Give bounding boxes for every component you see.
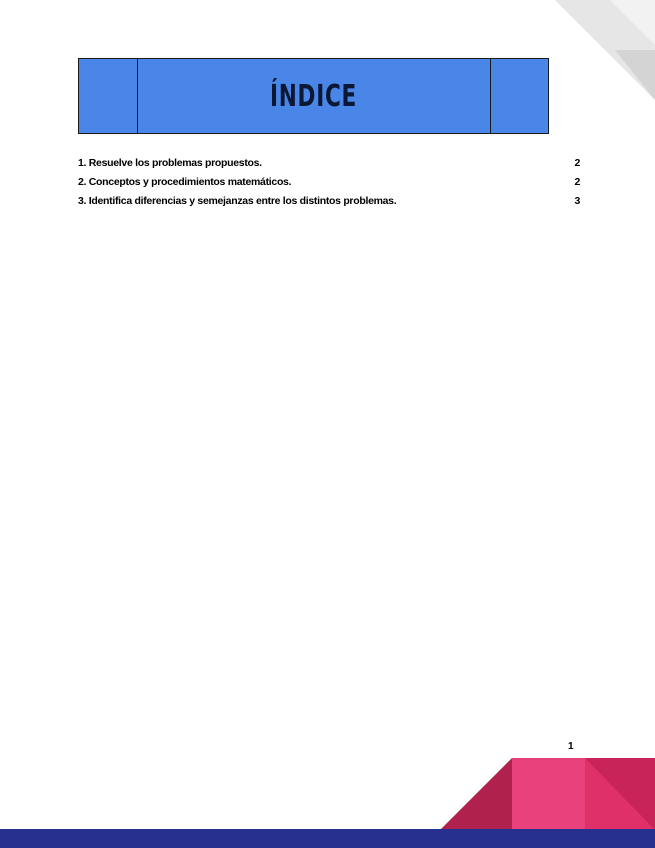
corner-fold-decoration (555, 0, 655, 100)
toc-entry-2[interactable] (78, 176, 580, 195)
toc-entry-label: 1. Resuelve los problemas propuestos. (78, 157, 262, 169)
toc-entry-label: 3. Identifica diferencias y semejanzas entre los distintos problemas. (78, 195, 397, 207)
toc-entry-label: 2. Conceptos y procedimientos matemáticos. (78, 176, 292, 188)
header-divider-left (137, 59, 138, 133)
page-number: 1 (568, 741, 574, 752)
bottom-geometric-decoration (440, 758, 655, 830)
page-title: ÍNDICE (269, 78, 358, 114)
bottom-bar (0, 829, 655, 848)
header-divider-right (490, 59, 491, 133)
toc-entry-1[interactable] (78, 157, 580, 176)
index-header-box (78, 58, 549, 134)
toc-entry-page: 2 (574, 157, 580, 169)
toc-entry-page: 2 (574, 176, 580, 188)
toc-entry-page: 3 (574, 195, 580, 207)
toc-entry-3[interactable] (78, 195, 580, 214)
table-of-contents (78, 157, 580, 214)
